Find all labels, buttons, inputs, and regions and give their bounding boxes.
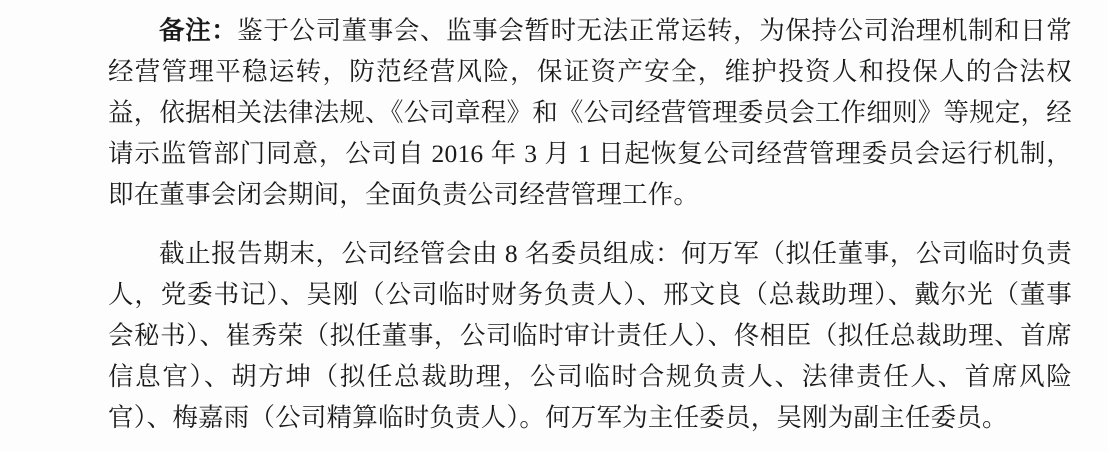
paragraph-remark: [108, 10, 1072, 215]
remark-label: 备注：: [159, 16, 238, 45]
remark-text: 鉴于公司董事会、监事会暂时无法正常运转，为保持公司治理机制和日常经营管理平稳运转，防范经营风险，保证资产安全，维护投资人和投保人的合法权益，依据相关法律法规、《公司章程》和《公司经营管理委员会工作细则》等规定，经请示监管部门同意，公司自 2016 年 3 月 1 日起恢复公司经营管理委员会运行机制，即在董事会闭会期间，全面负责公司经营管理工作。: [108, 16, 1072, 209]
document-body: [108, 10, 1072, 438]
committee-text: 截止报告期末，公司经管会由 8 名委员组成：何万军（拟任董事，公司临时负责人，党委书记）、吴刚（公司临时财务负责人）、邢文良（总裁助理）、戴尔光（董事会秘书）、崔秀荣（拟任董事，公司临时审计责任人）、佟相臣（拟任总裁助理、首席信息官）、胡方坤（拟任总裁助理，公司临时合规负责人、法律责任人、首席风险官）、梅嘉雨（公司精算临时负责人）。何万军为主任委员，吴刚为副主任委员。: [108, 239, 1072, 432]
paragraph-committee: [108, 233, 1072, 438]
